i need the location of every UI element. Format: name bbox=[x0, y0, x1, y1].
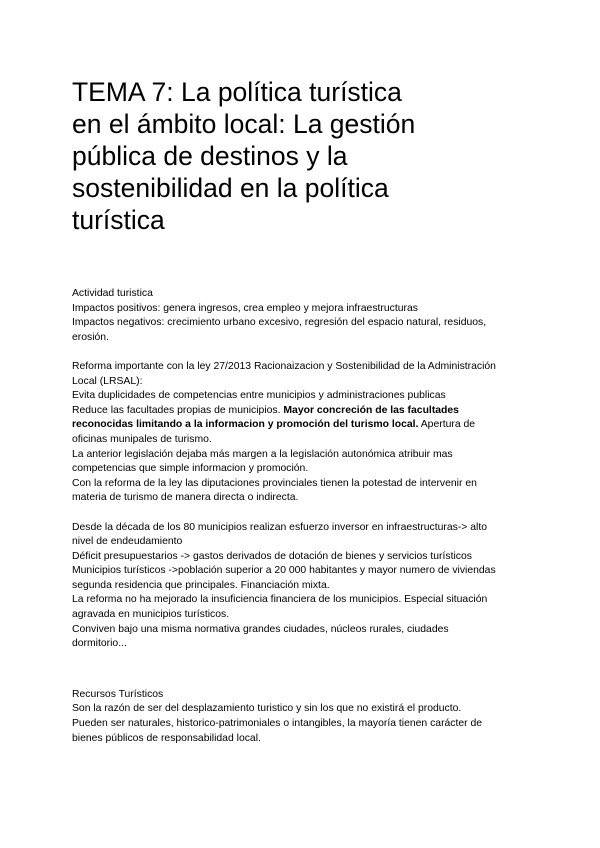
bold-text: Mayor concreción de las facultades bbox=[283, 404, 459, 416]
section-recursos-turisticos bbox=[72, 688, 532, 746]
paragraph-gap bbox=[72, 506, 532, 521]
body-line: Conviven bajo una misma normativa grandes ciudades, núcleos rurales, ciudades bbox=[72, 623, 449, 635]
body-line: La reforma no ha mejorado la insuficiencia financiera de los municipios. Especial situación bbox=[72, 594, 488, 606]
document-title bbox=[72, 76, 542, 236]
body-line: dormitorio... bbox=[72, 638, 127, 650]
body-line: La anterior legislación dejaba más margen a la legislación autonómica atribuir mas bbox=[72, 448, 453, 460]
body-line: Desde la década de los 80 municipios realizan esfuerzo inversor en infraestructuras-> alto bbox=[72, 521, 487, 533]
body-text: Reduce las facultades propias de municipios. bbox=[72, 404, 284, 416]
body-line: agravada en municipios turísticos. bbox=[72, 609, 230, 621]
paragraph-gap bbox=[72, 345, 532, 360]
section-endeudamiento bbox=[72, 521, 532, 652]
body-line: Impactos negativos: crecimiento urbano excesivo, regresión del espacio natural, residuos, bbox=[72, 317, 487, 329]
body-line: Local (LRSAL): bbox=[72, 375, 143, 387]
document-body bbox=[72, 287, 532, 746]
title-line: en el ámbito local: La gestión bbox=[72, 109, 416, 139]
body-text: Apertura de bbox=[418, 419, 476, 431]
section-heading: Recursos Turísticos bbox=[72, 688, 164, 700]
body-line: materia de turismo de manera directa o indirecta. bbox=[72, 492, 299, 504]
body-line bbox=[72, 418, 532, 433]
title-line: sostenibilidad en la política bbox=[72, 173, 389, 203]
body-line: Déficit presupuestarios -> gastos derivados de dotación de bienes y servicios turísticos bbox=[72, 550, 472, 562]
body-line bbox=[72, 404, 532, 419]
body-line: Evita duplicidades de competencias entre municipios y administraciones publicas bbox=[72, 390, 446, 402]
body-line: Municipios turísticos ->población superior a 20 000 habitantes y mayor numero de viviendas bbox=[72, 565, 496, 577]
paragraph-gap bbox=[72, 652, 532, 688]
section-actividad-turistica bbox=[72, 287, 532, 345]
body-line: oficinas munipales de turismo. bbox=[72, 433, 212, 445]
body-line: bienes públicos de responsabilidad local. bbox=[72, 732, 261, 744]
body-line: nivel de endeudamiento bbox=[72, 536, 183, 548]
body-line: segunda residencia que principales. Financiación mixta. bbox=[72, 579, 330, 591]
body-line: Son la razón de ser del desplazamiento turistico y sin los que no existirá el producto. bbox=[72, 703, 462, 715]
body-line: erosión. bbox=[72, 331, 109, 343]
body-line: competencias que simple informacion y promoción. bbox=[72, 463, 309, 475]
bold-text: reconocidas limitando a la informacion y promoción del turismo local. bbox=[72, 419, 419, 431]
body-line: Con la reforma de la ley las diputaciones provinciales tienen la potestad de intervenir en bbox=[72, 477, 477, 489]
title-line: TEMA 7: La política turística bbox=[72, 77, 402, 107]
section-heading: Actividad turistica bbox=[72, 288, 153, 299]
title-line: turística bbox=[72, 205, 165, 235]
body-line: Pueden ser naturales, historico-patrimoniales o intangibles, la mayoría tienen carácter de bbox=[72, 718, 483, 730]
body-line: Reforma importante con la ley 27/2013 Racionaizacion y Sostenibilidad de la Administración bbox=[72, 360, 496, 372]
title-line: pública de destinos y la bbox=[72, 141, 348, 171]
body-line: Impactos positivos: genera ingresos, crea empleo y mejora infraestructuras bbox=[72, 302, 418, 314]
section-reforma-lrsal bbox=[72, 360, 532, 506]
